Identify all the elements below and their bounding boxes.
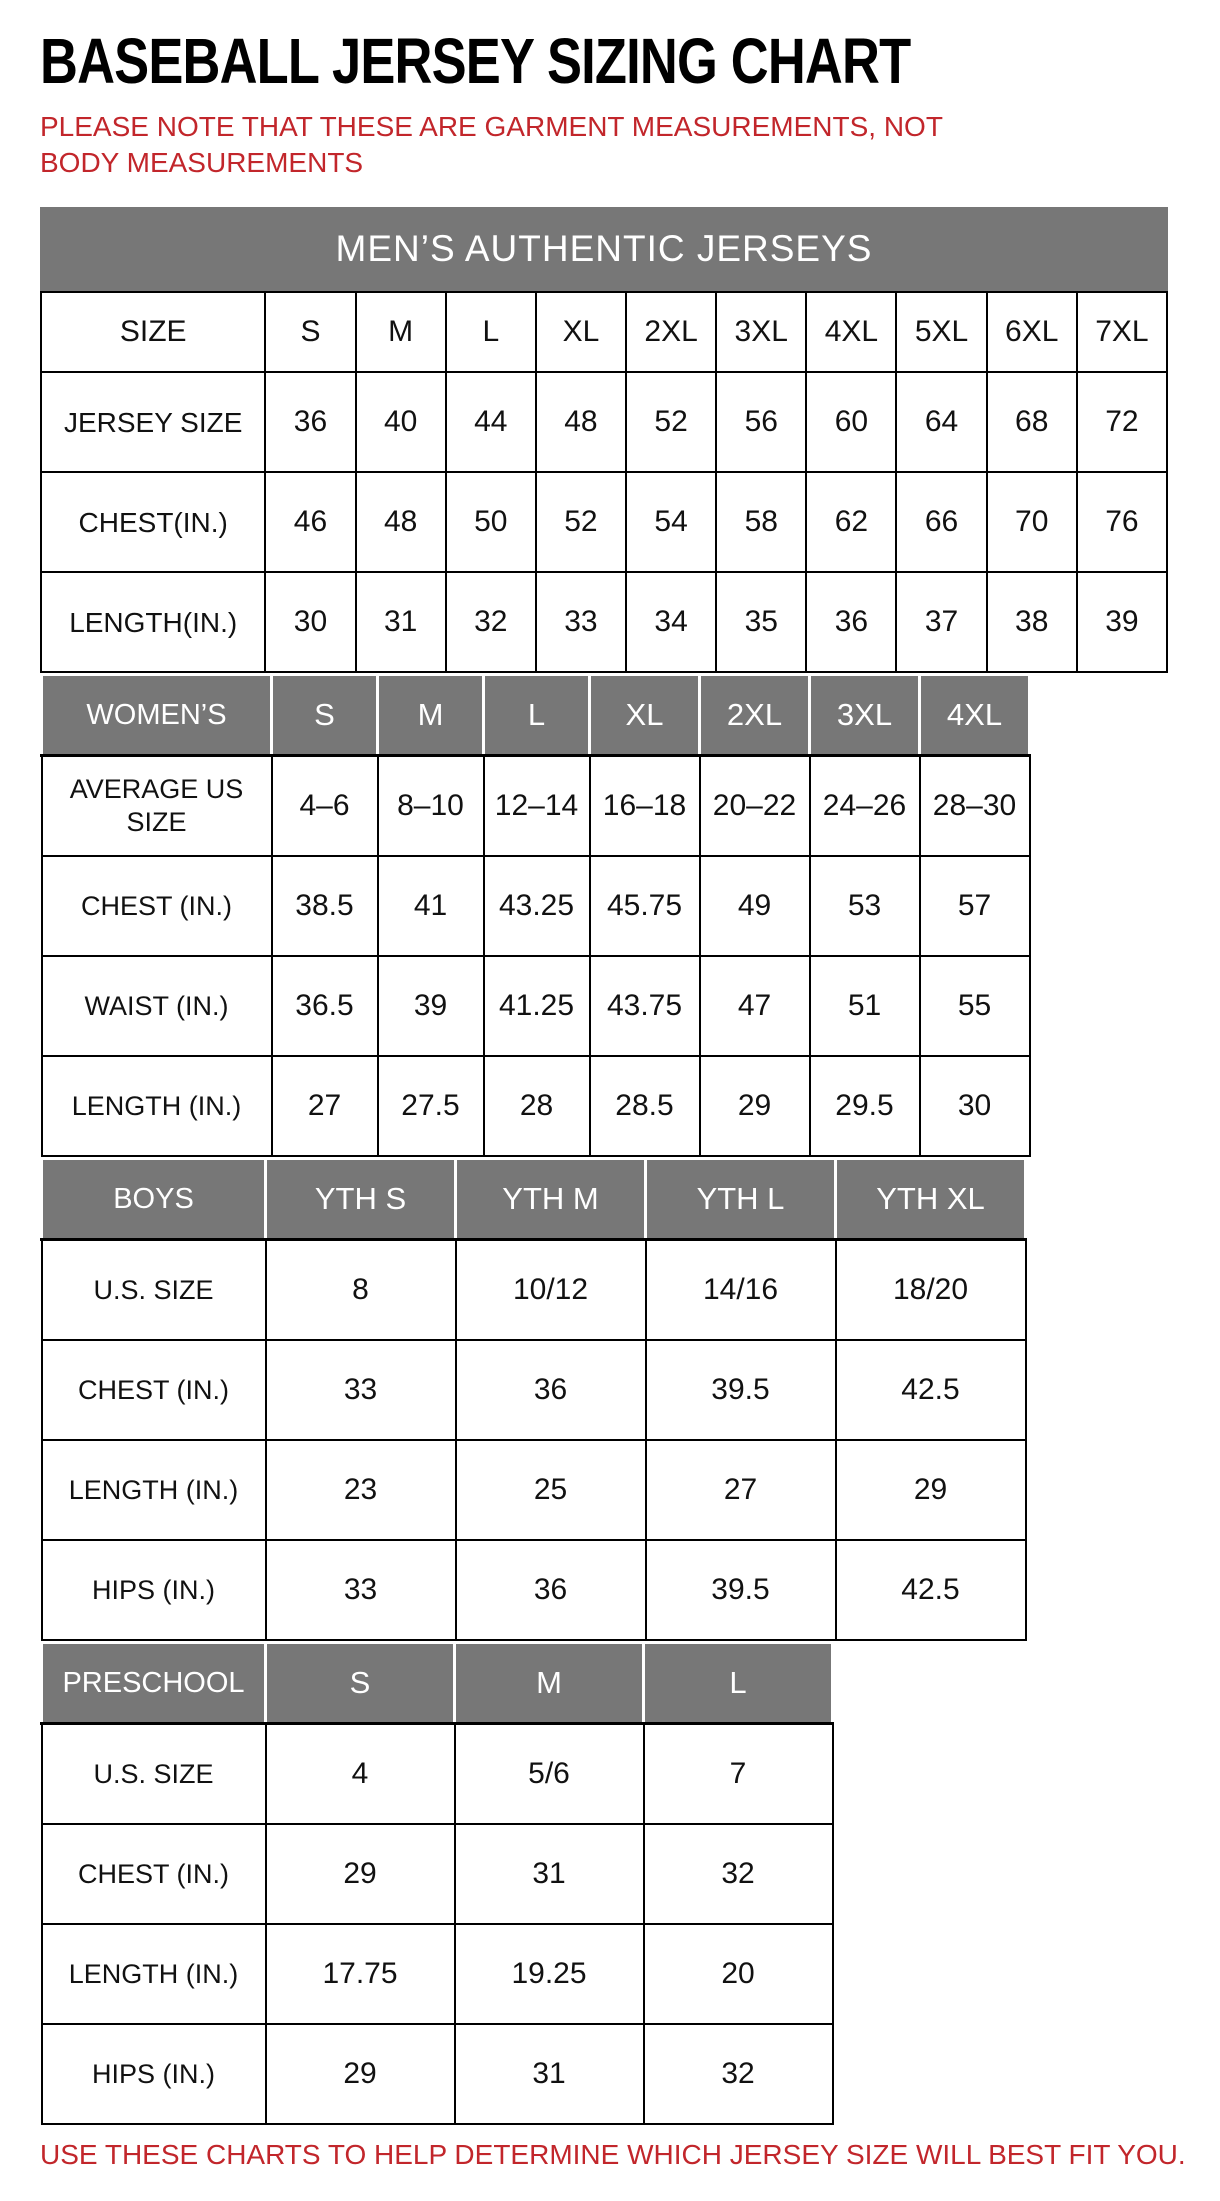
column-header: 4XL <box>806 292 896 372</box>
cell-value: 49 <box>700 856 810 956</box>
table-row <box>42 1440 1026 1540</box>
cell-value: 50 <box>446 472 536 572</box>
row-label: U.S. SIZE <box>42 1240 266 1341</box>
cell-value: 39.5 <box>646 1540 836 1640</box>
column-header: 2XL <box>626 292 716 372</box>
cell-value: 42.5 <box>836 1540 1026 1640</box>
row-label: LENGTH(IN.) <box>41 572 265 672</box>
womens-sizing-table <box>40 673 1031 1157</box>
row-label: LENGTH (IN.) <box>42 1440 266 1540</box>
cell-value: 10/12 <box>456 1240 646 1341</box>
header-row <box>42 675 1030 756</box>
row-label: LENGTH (IN.) <box>42 1924 266 2024</box>
table-row <box>42 956 1030 1056</box>
cell-value: 76 <box>1077 472 1167 572</box>
column-header: 2XL <box>700 675 810 756</box>
cell-value: 70 <box>987 472 1077 572</box>
column-header: 5XL <box>896 292 986 372</box>
cell-value: 32 <box>644 2024 833 2124</box>
cell-value: 33 <box>536 572 626 672</box>
cell-value: 57 <box>920 856 1030 956</box>
preschool-sizing-table <box>40 1641 834 2125</box>
cell-value: 44 <box>446 372 536 472</box>
column-header: 7XL <box>1077 292 1167 372</box>
cell-value: 42.5 <box>836 1340 1026 1440</box>
cell-value: 48 <box>536 372 626 472</box>
column-header: S <box>266 1643 455 1724</box>
row-label: HIPS (IN.) <box>42 2024 266 2124</box>
cell-value: 56 <box>716 372 806 472</box>
cell-value: 53 <box>810 856 920 956</box>
table-row <box>41 472 1167 572</box>
column-header: XL <box>536 292 626 372</box>
cell-value: 32 <box>644 1824 833 1924</box>
cell-value: 40 <box>356 372 446 472</box>
cell-value: 8–10 <box>378 756 484 857</box>
cell-value: 28.5 <box>590 1056 700 1156</box>
row-label: LENGTH (IN.) <box>42 1056 272 1156</box>
page-title: BASEBALL JERSEY SIZING CHART <box>40 25 911 97</box>
cell-value: 19.25 <box>455 1924 644 2024</box>
cell-value: 72 <box>1077 372 1167 472</box>
cell-value: 41.25 <box>484 956 590 1056</box>
column-header: 3XL <box>716 292 806 372</box>
table-row <box>42 856 1030 956</box>
table-row <box>42 1824 833 1924</box>
row-label: CHEST (IN.) <box>42 1824 266 1924</box>
column-header: L <box>644 1643 833 1724</box>
row-label: WAIST (IN.) <box>42 956 272 1056</box>
column-header: PRESCHOOL <box>42 1643 266 1724</box>
cell-value: 48 <box>356 472 446 572</box>
cell-value: 27 <box>646 1440 836 1540</box>
cell-value: 54 <box>626 472 716 572</box>
cell-value: 29 <box>836 1440 1026 1540</box>
cell-value: 60 <box>806 372 896 472</box>
cell-value: 39.5 <box>646 1340 836 1440</box>
cell-value: 38.5 <box>272 856 378 956</box>
cell-value: 52 <box>536 472 626 572</box>
cell-value: 46 <box>265 472 355 572</box>
cell-value: 55 <box>920 956 1030 1056</box>
table-row <box>42 1924 833 2024</box>
row-label: AVERAGE US SIZE <box>42 756 272 857</box>
cell-value: 18/20 <box>836 1240 1026 1341</box>
cell-value: 24–26 <box>810 756 920 857</box>
column-header: XL <box>590 675 700 756</box>
mens-sizing-table <box>40 291 1168 673</box>
cell-value: 36 <box>265 372 355 472</box>
cell-value: 31 <box>455 1824 644 1924</box>
table-row <box>41 572 1167 672</box>
cell-value: 8 <box>266 1240 456 1341</box>
cell-value: 25 <box>456 1440 646 1540</box>
cell-value: 34 <box>626 572 716 672</box>
cell-value: 58 <box>716 472 806 572</box>
cell-value: 43.75 <box>590 956 700 1056</box>
cell-value: 28–30 <box>920 756 1030 857</box>
cell-value: 14/16 <box>646 1240 836 1341</box>
cell-value: 68 <box>987 372 1077 472</box>
fit-advice-footer: USE THESE CHARTS TO HELP DETERMINE WHICH JERSEY SIZE WILL BEST FIT YOU. <box>40 2139 1186 2171</box>
cell-value: 23 <box>266 1440 456 1540</box>
column-header: WOMEN’S <box>42 675 272 756</box>
column-header: YTH S <box>266 1159 456 1240</box>
row-label: CHEST (IN.) <box>42 1340 266 1440</box>
column-header: M <box>455 1643 644 1724</box>
cell-value: 41 <box>378 856 484 956</box>
mens-table-banner: MEN’S AUTHENTIC JERSEYS <box>40 207 1168 291</box>
cell-value: 64 <box>896 372 986 472</box>
header-row <box>41 292 1167 372</box>
table-row <box>42 1240 1026 1341</box>
table-row <box>42 756 1030 857</box>
header-row <box>42 1159 1026 1240</box>
column-header: YTH XL <box>836 1159 1026 1240</box>
column-header: S <box>272 675 378 756</box>
cell-value: 29 <box>700 1056 810 1156</box>
cell-value: 47 <box>700 956 810 1056</box>
row-label: CHEST (IN.) <box>42 856 272 956</box>
column-header: 6XL <box>987 292 1077 372</box>
row-label: U.S. SIZE <box>42 1724 266 1825</box>
cell-value: 37 <box>896 572 986 672</box>
column-header: 3XL <box>810 675 920 756</box>
cell-value: 31 <box>356 572 446 672</box>
cell-value: 7 <box>644 1724 833 1825</box>
cell-value: 30 <box>265 572 355 672</box>
cell-value: 4 <box>266 1724 455 1825</box>
garment-measurement-note: PLEASE NOTE THAT THESE ARE GARMENT MEASUREMENTS, NOT BODY MEASUREMENTS <box>40 111 943 179</box>
cell-value: 17.75 <box>266 1924 455 2024</box>
cell-value: 66 <box>896 472 986 572</box>
cell-value: 29 <box>266 2024 455 2124</box>
cell-value: 12–14 <box>484 756 590 857</box>
cell-value: 32 <box>446 572 536 672</box>
cell-value: 29 <box>266 1824 455 1924</box>
cell-value: 51 <box>810 956 920 1056</box>
cell-value: 52 <box>626 372 716 472</box>
column-header: SIZE <box>41 292 265 372</box>
cell-value: 31 <box>455 2024 644 2124</box>
cell-value: 16–18 <box>590 756 700 857</box>
cell-value: 45.75 <box>590 856 700 956</box>
cell-value: 38 <box>987 572 1077 672</box>
cell-value: 20–22 <box>700 756 810 857</box>
row-label: HIPS (IN.) <box>42 1540 266 1640</box>
cell-value: 4–6 <box>272 756 378 857</box>
table-row <box>42 1724 833 1825</box>
column-header: L <box>446 292 536 372</box>
table-row <box>42 1540 1026 1640</box>
cell-value: 35 <box>716 572 806 672</box>
column-header: 4XL <box>920 675 1030 756</box>
cell-value: 39 <box>1077 572 1167 672</box>
column-header: YTH L <box>646 1159 836 1240</box>
cell-value: 33 <box>266 1340 456 1440</box>
row-label: JERSEY SIZE <box>41 372 265 472</box>
column-header: BOYS <box>42 1159 266 1240</box>
cell-value: 36 <box>806 572 896 672</box>
cell-value: 43.25 <box>484 856 590 956</box>
cell-value: 27.5 <box>378 1056 484 1156</box>
cell-value: 36.5 <box>272 956 378 1056</box>
table-row <box>42 2024 833 2124</box>
column-header: M <box>356 292 446 372</box>
cell-value: 62 <box>806 472 896 572</box>
cell-value: 29.5 <box>810 1056 920 1156</box>
cell-value: 28 <box>484 1056 590 1156</box>
cell-value: 27 <box>272 1056 378 1156</box>
cell-value: 36 <box>456 1540 646 1640</box>
cell-value: 39 <box>378 956 484 1056</box>
column-header: M <box>378 675 484 756</box>
row-label: CHEST(IN.) <box>41 472 265 572</box>
table-row <box>41 372 1167 472</box>
table-row <box>42 1340 1026 1440</box>
cell-value: 30 <box>920 1056 1030 1156</box>
cell-value: 20 <box>644 1924 833 2024</box>
cell-value: 36 <box>456 1340 646 1440</box>
column-header: S <box>265 292 355 372</box>
header-row <box>42 1643 833 1724</box>
table-row <box>42 1056 1030 1156</box>
column-header: L <box>484 675 590 756</box>
cell-value: 5/6 <box>455 1724 644 1825</box>
boys-sizing-table <box>40 1157 1027 1641</box>
column-header: YTH M <box>456 1159 646 1240</box>
cell-value: 33 <box>266 1540 456 1640</box>
